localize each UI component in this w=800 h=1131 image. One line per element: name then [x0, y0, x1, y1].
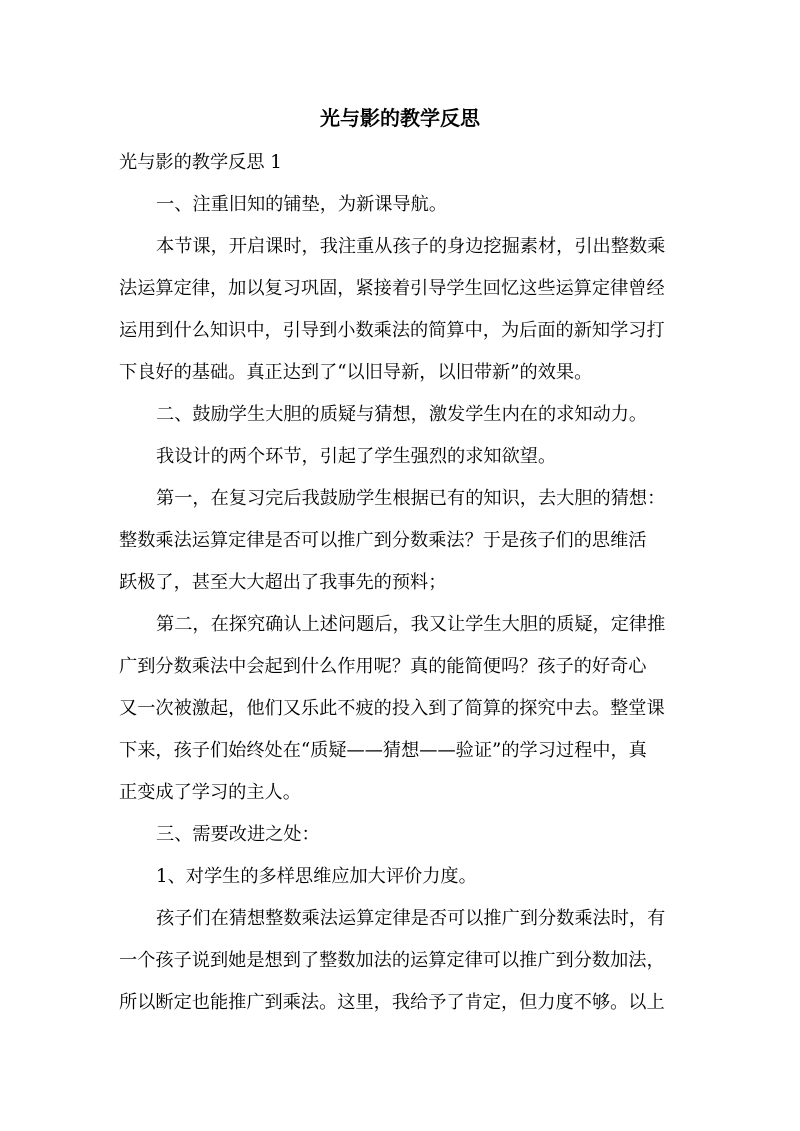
paragraph-line: 一个孩子说到她是想到了整数加法的运算定律可以推广到分数加法，	[119, 950, 665, 971]
paragraph-line: 孩子们在猜想整数乘法运算定律是否可以推广到分数乘法时，有	[156, 908, 666, 929]
subsection-heading: 1、对学生的多样思维应加大评价力度。	[156, 866, 477, 887]
paragraph-line: 第一，在复习完后我鼓励学生根据已有的知识，去大胆的猜想：	[156, 488, 666, 509]
paragraph-line: 又一次被激起，他们又乐此不疲的投入到了简算的探究中去。整堂课	[119, 698, 665, 719]
paragraph-line: 广到分数乘法中会起到什么作用呢？真的能简便吗？孩子的好奇心	[119, 656, 647, 677]
paragraph-line: 下良好的基础。真正达到了“以旧导新，以旧带新”的效果。	[119, 362, 593, 383]
paragraph-line: 所以断定也能推广到乘法。这里，我给予了肯定，但力度不够。以上	[119, 992, 665, 1013]
paragraph-line: 下来，孩子们始终处在“质疑——猜想——验证”的学习过程中，真	[119, 740, 647, 761]
document-title: 光与影的教学反思	[320, 106, 480, 130]
paragraph-line: 正变成了学习的主人。	[119, 782, 301, 803]
section-heading: 二、鼓励学生大胆的质疑与猜想，激发学生内在的求知动力。	[156, 404, 648, 425]
paragraph-line: 我设计的两个环节，引起了学生强烈的求知欲望。	[156, 446, 557, 467]
paragraph-line: 法运算定律，加以复习巩固，紧接着引导学生回忆这些运算定律曾经	[119, 278, 665, 299]
section-heading: 三、需要改进之处：	[156, 824, 320, 845]
paragraph-line: 跃极了，甚至大大超出了我事先的预料；	[119, 572, 447, 593]
paragraph-line: 整数乘法运算定律是否可以推广到分数乘法？于是孩子们的思维活	[119, 530, 647, 551]
section-heading: 一、注重旧知的铺垫，为新课导航。	[156, 194, 448, 215]
paragraph-line: 运用到什么知识中，引导到小数乘法的简算中，为后面的新知学习打	[119, 320, 665, 341]
paragraph-line: 第二，在探究确认上述问题后，我又让学生大胆的质疑，定律推	[156, 614, 666, 635]
paragraph-line: 本节课，开启课时，我注重从孩子的身边挖掘素材，引出整数乘	[156, 236, 666, 257]
document-subtitle: 光与影的教学反思 1	[119, 152, 282, 173]
